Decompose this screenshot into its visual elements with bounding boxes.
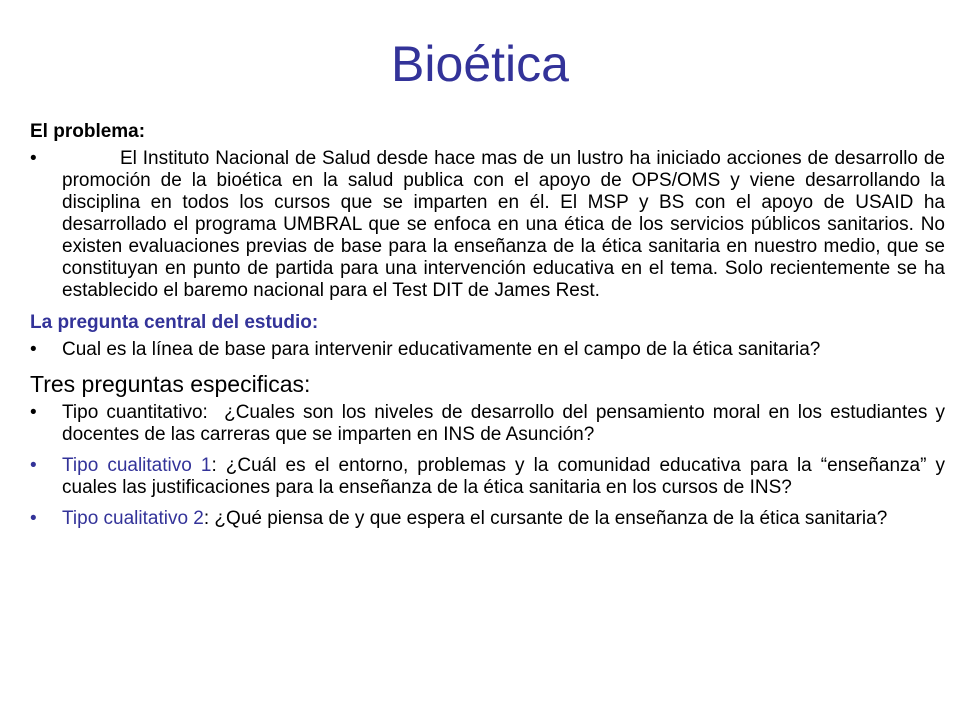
question-body: : ¿Cuál es el entorno, problemas y la comunidad educativa para la “enseñanza” y cuales las justificaciones para la enseñanza de la ética sanitaria en los cursos de INS? — [62, 455, 945, 498]
question-type-label: Tipo cuantitativo: — [62, 402, 208, 423]
question-bullet-quantitative — [30, 402, 951, 446]
question-text — [62, 508, 945, 530]
question-type-label: Tipo cualitativo 1 — [62, 455, 212, 476]
question-text — [62, 402, 951, 446]
question-type-label: Tipo cualitativo 2 — [62, 508, 204, 529]
bullet-dot: • — [30, 508, 37, 529]
problem-bullet — [30, 148, 945, 302]
question-body: : ¿Qué piensa de y que espera el cursante de la enseñanza de la ética sanitaria? — [203, 508, 888, 529]
bullet-dot: • — [30, 339, 37, 360]
bullet-dot: • — [30, 402, 37, 423]
slide-body — [30, 120, 951, 539]
slide-title: Bioética — [391, 36, 569, 92]
central-question-bullet — [30, 339, 945, 361]
problem-text: El Instituto Nacional de Salud desde hace mas de un lustro ha iniciado acciones de desarrollo de promoción de la bioética en la salud publica con el apoyo de OPS/OMS y viene desarrollando la disciplina en todos los cursos que se imparten en él. El MSP y BS con el apoyo de USAID ha desarrollado el programa UMBRAL que se enfoca en una ética de los servicios públicos sanitarios. No existen evaluaciones previas de base para la enseñanza de la ética sanitaria en nuestro medio, que se constituyan en punto de partida para una intervención educativa en el tema. Solo recientemente se ha establecido el baremo nacional para el Test DIT de James Rest. — [62, 148, 945, 301]
central-question-text: Cual es la línea de base para intervenir educativamente en el campo de la ética sanitaria? — [62, 339, 821, 360]
problem-heading: El problema: — [30, 121, 146, 142]
question-body: ¿Cuales son los niveles de desarrollo del pensamiento moral en los estudiantes y docentes de las carreras que se imparten en INS de Asunción? — [62, 402, 951, 445]
three-questions-heading: Tres preguntas especificas: — [30, 371, 311, 397]
question-text — [62, 455, 945, 499]
bullet-dot: • — [30, 148, 37, 169]
question-bullet-qualitative-2 — [30, 508, 945, 530]
bullet-dot: • — [30, 455, 37, 476]
central-question-heading: La pregunta central del estudio: — [30, 312, 319, 333]
question-bullet-qualitative-1 — [30, 455, 945, 499]
